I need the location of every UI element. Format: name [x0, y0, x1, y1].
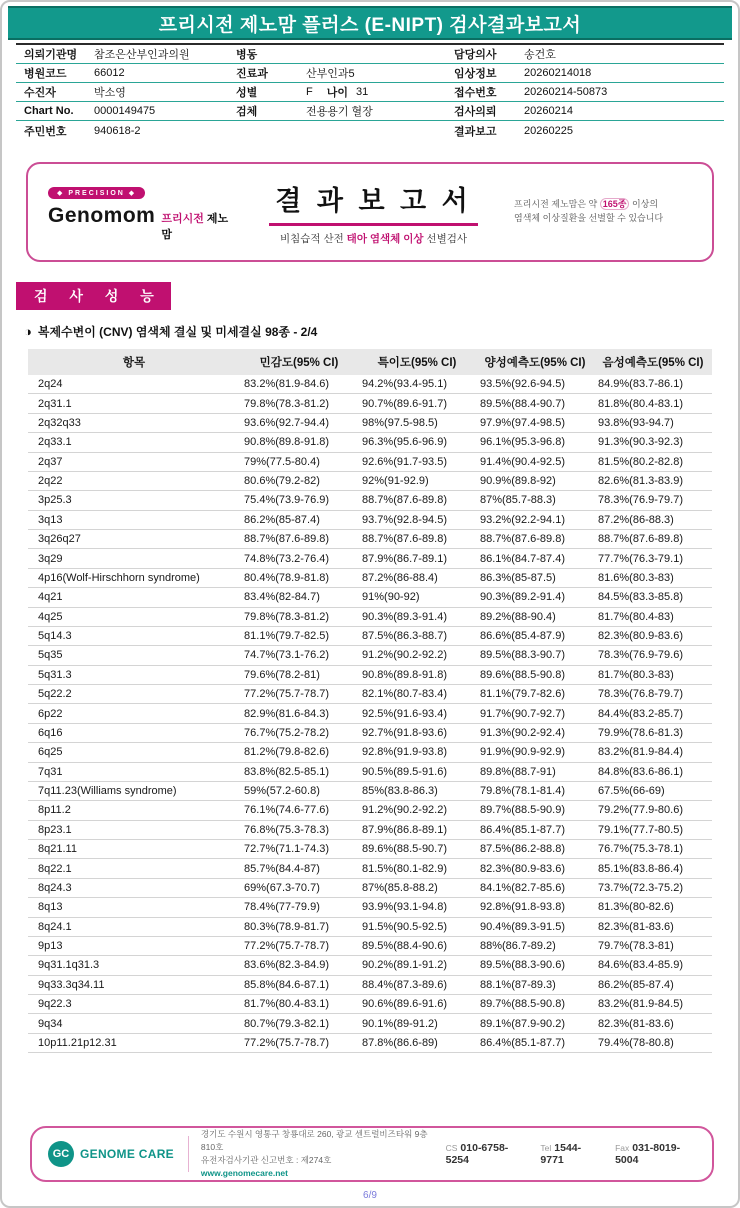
value-cell: 79%(77.5-80.4) — [240, 452, 358, 471]
section-badge: 검 사 성 능 — [16, 282, 171, 310]
value-cell: 93.5%(92.6-94.5) — [476, 375, 594, 394]
item-cell: 7q11.23(Williams syndrome) — [28, 781, 240, 800]
value-cell: 82.3%(81-83.6) — [594, 917, 712, 936]
report-header-box — [26, 162, 714, 262]
value-cell: 96.3%(95.6-96.9) — [358, 433, 476, 452]
table-row — [28, 936, 712, 955]
value-cell: 77.2%(75.7-78.7) — [240, 936, 358, 955]
value-cell: 82.3%(81-83.6) — [594, 1014, 712, 1033]
value-cell: 90.3%(89.3-91.4) — [358, 607, 476, 626]
value-cell: 87.2%(86-88.4) — [358, 568, 476, 587]
table-row — [28, 898, 712, 917]
value-cell: 74.7%(73.1-76.2) — [240, 646, 358, 665]
value-cell: 90.6%(89.6-91.6) — [358, 995, 476, 1014]
test-performance-section-header — [16, 282, 724, 310]
item-cell: 8p11.2 — [28, 801, 240, 820]
performance-table-body — [28, 375, 712, 1053]
value-cell: 81.6%(80.3-83) — [594, 568, 712, 587]
value-cell: 78.4%(77-79.9) — [240, 898, 358, 917]
item-cell: 2q31.1 — [28, 394, 240, 413]
field-specimen: 검체 전용용기 혈장 — [236, 106, 373, 118]
table-row — [28, 1014, 712, 1033]
value-cell: 77.7%(76.3-79.1) — [594, 549, 712, 568]
value-cell: 93.8%(93-94.7) — [594, 413, 712, 432]
value-cell: 79.9%(78.6-81.3) — [594, 723, 712, 742]
value-cell: 89.6%(88.5-90.8) — [476, 665, 594, 684]
value-cell: 82.3%(80.9-83.6) — [594, 626, 712, 645]
table-row — [28, 762, 712, 781]
value-cell: 92.5%(91.6-93.4) — [358, 704, 476, 723]
value-cell: 83.8%(82.5-85.1) — [240, 762, 358, 781]
info-row — [16, 83, 724, 102]
table-row — [28, 995, 712, 1014]
value-cell: 79.7%(78.3-81) — [594, 936, 712, 955]
value-cell: 73.7%(72.3-75.2) — [594, 878, 712, 897]
value-cell: 86.4%(85.1-87.7) — [476, 820, 594, 839]
value-cell: 74.8%(73.2-76.4) — [240, 549, 358, 568]
value-cell: 87.5%(86.3-88.7) — [358, 626, 476, 645]
table-row — [28, 956, 712, 975]
value-cell: 81.7%(80.3-83) — [594, 665, 712, 684]
field-chart-no: Chart No. 0000149475 — [24, 105, 156, 117]
value-cell: 89.2%(88-90.4) — [476, 607, 594, 626]
value-cell: 80.4%(78.9-81.8) — [240, 568, 358, 587]
value-cell: 85%(83.8-86.3) — [358, 781, 476, 800]
title-bar — [8, 6, 732, 40]
value-cell: 86.3%(85-87.5) — [476, 568, 594, 587]
value-cell: 82.9%(81.6-84.3) — [240, 704, 358, 723]
value-cell: 59%(57.2-60.8) — [240, 781, 358, 800]
value-cell: 82.3%(80.9-83.6) — [476, 859, 594, 878]
value-cell: 92.8%(91.9-93.8) — [358, 743, 476, 762]
value-cell: 76.7%(75.2-78.2) — [240, 723, 358, 742]
value-cell: 76.7%(75.3-78.1) — [594, 840, 712, 859]
item-cell: 3p25.3 — [28, 491, 240, 510]
value-cell: 79.2%(77.9-80.6) — [594, 801, 712, 820]
field-sex-age: 성별 F 나이 31 — [236, 86, 369, 99]
genomecare-logo — [48, 1141, 176, 1167]
table-row — [28, 685, 712, 704]
footer-address — [201, 1128, 434, 1181]
value-cell: 89.5%(88.4-90.7) — [476, 394, 594, 413]
value-cell: 90.1%(89-91.2) — [358, 1014, 476, 1033]
table-row — [28, 646, 712, 665]
value-cell: 88.7%(87.6-89.8) — [594, 530, 712, 549]
value-cell: 87%(85.8-88.2) — [358, 878, 476, 897]
value-cell: 86.2%(85-87.4) — [594, 975, 712, 994]
website-link: www.genomecare.net — [200, 1168, 288, 1179]
header-sensitivity: 민감도(95% CI) — [240, 349, 358, 375]
patient-info-section — [16, 43, 724, 140]
value-cell: 80.3%(78.9-81.7) — [240, 917, 358, 936]
value-cell: 69%(67.3-70.7) — [240, 878, 358, 897]
item-cell: 9q22.3 — [28, 995, 240, 1014]
item-cell: 6p22 — [28, 704, 240, 723]
value-cell: 88.7%(87.6-89.8) — [358, 530, 476, 549]
table-row — [28, 723, 712, 742]
item-cell: 2q37 — [28, 452, 240, 471]
value-cell: 76.8%(75.3-78.3) — [240, 820, 358, 839]
report-note: 프리시전 제노맘은 약 165종 이상의 염색체 이상질환을 선별할 수 있습니다 — [514, 199, 664, 223]
item-cell: 8p23.1 — [28, 820, 240, 839]
table-row — [28, 665, 712, 684]
value-cell: 79.8%(78.1-81.4) — [476, 781, 594, 800]
table-row — [28, 588, 712, 607]
table-row — [28, 394, 712, 413]
table-row — [28, 1033, 712, 1052]
footer-box — [30, 1126, 714, 1182]
value-cell: 93.2%(92.2-94.1) — [476, 510, 594, 529]
value-cell: 84.5%(83.3-85.8) — [594, 588, 712, 607]
value-cell: 79.1%(77.7-80.5) — [594, 820, 712, 839]
item-cell: 2q33.1 — [28, 433, 240, 452]
value-cell: 85.1%(83.8-86.4) — [594, 859, 712, 878]
footer-contacts — [446, 1142, 696, 1166]
field-result-report-date: 결과보고 20260225 — [454, 124, 573, 138]
header-item: 항목 — [28, 349, 240, 375]
item-cell: 3q26q27 — [28, 530, 240, 549]
field-clinical-info: 임상정보 20260214018 — [454, 67, 592, 80]
table-row — [28, 607, 712, 626]
item-cell: 4q21 — [28, 588, 240, 607]
half-circle-icon: ◑ — [24, 324, 32, 339]
table-row — [28, 917, 712, 936]
value-cell: 81.5%(80.2-82.8) — [594, 452, 712, 471]
genomom-logo — [48, 182, 233, 242]
field-institution: 의뢰기관명 참조은산부인과의원 — [24, 49, 190, 61]
item-cell: 8q24.3 — [28, 878, 240, 897]
item-cell: 6q16 — [28, 723, 240, 742]
value-cell: 72.7%(71.1-74.3) — [240, 840, 358, 859]
value-cell: 89.5%(88.3-90.6) — [476, 956, 594, 975]
value-cell: 89.7%(88.5-90.9) — [476, 801, 594, 820]
table-row — [28, 549, 712, 568]
item-cell: 9q34 — [28, 1014, 240, 1033]
field-resident-number: 주민번호 940618-2 — [24, 124, 141, 138]
item-cell: 5q31.3 — [28, 665, 240, 684]
brand-name-korean: 프리시전 제노맘 — [161, 213, 229, 241]
footer-divider — [188, 1136, 189, 1172]
value-cell: 89.6%(88.5-90.7) — [358, 840, 476, 859]
table-header-row — [28, 349, 712, 375]
value-cell: 77.2%(75.7-78.7) — [240, 685, 358, 704]
value-cell: 78.3%(76.8-79.7) — [594, 685, 712, 704]
table-row — [28, 510, 712, 529]
value-cell: 88.4%(87.3-89.6) — [358, 975, 476, 994]
value-cell: 91.4%(90.4-92.5) — [476, 452, 594, 471]
item-cell: 9q33.3q34.11 — [28, 975, 240, 994]
value-cell: 83.6%(82.3-84.9) — [240, 956, 358, 975]
field-patient-name: 수진자 박소영 — [24, 87, 126, 99]
item-cell: 4p16(Wolf-Hirschhorn syndrome) — [28, 568, 240, 587]
value-cell: 77.2%(75.7-78.7) — [240, 1033, 358, 1052]
value-cell: 86.4%(85.1-87.7) — [476, 1033, 594, 1052]
value-cell: 90.5%(89.5-91.6) — [358, 762, 476, 781]
value-cell: 87.9%(86.7-89.1) — [358, 549, 476, 568]
info-row — [16, 45, 724, 64]
precision-badge: ◆ PRECISION ◆ — [48, 187, 145, 199]
value-cell: 79.4%(78-80.8) — [594, 1033, 712, 1052]
field-ward: 병동 — [236, 49, 258, 61]
item-cell: 6q25 — [28, 743, 240, 762]
item-cell: 2q22 — [28, 471, 240, 490]
gc-logo-icon: GC — [48, 1141, 74, 1167]
report-title-block — [233, 179, 514, 246]
table-row — [28, 859, 712, 878]
value-cell: 81.1%(79.7-82.5) — [240, 626, 358, 645]
value-cell: 86.2%(85-87.4) — [240, 510, 358, 529]
value-cell: 79.6%(78.2-81) — [240, 665, 358, 684]
value-cell: 85.8%(84.6-87.1) — [240, 975, 358, 994]
address-line-2: 유전자검사기관 신고번호 : 제274호 — [200, 1155, 332, 1165]
value-cell: 90.4%(89.3-91.5) — [476, 917, 594, 936]
value-cell: 96.1%(95.3-96.8) — [476, 433, 594, 452]
value-cell: 90.8%(89.8-91.8) — [240, 433, 358, 452]
item-cell: 3q13 — [28, 510, 240, 529]
section-subtitle — [24, 323, 724, 340]
table-row — [28, 568, 712, 587]
value-cell: 81.1%(79.7-82.6) — [476, 685, 594, 704]
value-cell: 88.1%(87-89.3) — [476, 975, 594, 994]
value-cell: 92.6%(91.7-93.5) — [358, 452, 476, 471]
value-cell: 91.3%(90.3-92.3) — [594, 433, 712, 452]
value-cell: 89.8%(88.7-91) — [476, 762, 594, 781]
value-cell: 89.1%(87.9-90.2) — [476, 1014, 594, 1033]
value-cell: 81.7%(80.4-83) — [594, 607, 712, 626]
header-specificity: 특이도(95% CI) — [358, 349, 476, 375]
item-cell: 8q13 — [28, 898, 240, 917]
value-cell: 81.2%(79.8-82.6) — [240, 743, 358, 762]
value-cell: 84.1%(82.7-85.6) — [476, 878, 594, 897]
value-cell: 75.4%(73.9-76.9) — [240, 491, 358, 510]
table-row — [28, 975, 712, 994]
report-subtitle: 비침습적 산전 태아 염색체 이상 선별검사 — [279, 232, 468, 245]
value-cell: 91%(90-92) — [358, 588, 476, 607]
value-cell: 81.8%(80.4-83.1) — [594, 394, 712, 413]
value-cell: 93.9%(93.1-94.8) — [358, 898, 476, 917]
field-test-request-date: 검사의뢰 20260214 — [454, 105, 573, 118]
value-cell: 76.1%(74.6-77.6) — [240, 801, 358, 820]
value-cell: 91.3%(90.2-92.4) — [476, 723, 594, 742]
value-cell: 88%(86.7-89.2) — [476, 936, 594, 955]
item-cell: 5q35 — [28, 646, 240, 665]
item-cell: 2q32q33 — [28, 413, 240, 432]
value-cell: 89.5%(88.4-90.6) — [358, 936, 476, 955]
field-receipt-number: 접수번호 20260214-50873 — [454, 86, 608, 99]
note-highlight: 165종 — [600, 198, 630, 210]
table-row — [28, 626, 712, 645]
value-cell: 85.7%(84.4-87) — [240, 859, 358, 878]
value-cell: 82.1%(80.7-83.4) — [358, 685, 476, 704]
value-cell: 94.2%(93.4-95.1) — [358, 375, 476, 394]
page-number: 6/9 — [363, 1190, 377, 1201]
value-cell: 91.9%(90.9-92.9) — [476, 743, 594, 762]
item-cell: 5q14.3 — [28, 626, 240, 645]
table-row — [28, 413, 712, 432]
performance-table — [28, 349, 712, 1053]
value-cell: 79.8%(78.3-81.2) — [240, 394, 358, 413]
value-cell: 87.5%(86.2-88.8) — [476, 840, 594, 859]
item-cell: 10p11.21p12.31 — [28, 1033, 240, 1052]
value-cell: 92%(91-92.9) — [358, 471, 476, 490]
item-cell: 8q22.1 — [28, 859, 240, 878]
value-cell: 89.5%(88.3-90.7) — [476, 646, 594, 665]
table-row — [28, 781, 712, 800]
value-cell: 79.8%(78.3-81.2) — [240, 607, 358, 626]
value-cell: 84.6%(83.4-85.9) — [594, 956, 712, 975]
table-row — [28, 530, 712, 549]
item-cell: 5q22.2 — [28, 685, 240, 704]
contact-tel: Tel 1544-9771 — [540, 1142, 582, 1166]
value-cell: 93.6%(92.7-94.4) — [240, 413, 358, 432]
item-cell: 2q24 — [28, 375, 240, 394]
item-cell: 8q24.1 — [28, 917, 240, 936]
table-row — [28, 878, 712, 897]
genomecare-logo-text: GENOME CARE — [80, 1147, 174, 1161]
value-cell: 90.8%(89.8-91.8) — [358, 665, 476, 684]
value-cell: 87.8%(86.6-89) — [358, 1033, 476, 1052]
info-row — [16, 121, 724, 140]
value-cell: 78.3%(76.9-79.7) — [594, 491, 712, 510]
value-cell: 91.2%(90.2-92.2) — [358, 646, 476, 665]
contact-cs: CS 010-6758-5254 — [445, 1142, 509, 1166]
value-cell: 83.2%(81.9-84.5) — [594, 995, 712, 1014]
value-cell: 81.5%(80.1-82.9) — [358, 859, 476, 878]
value-cell: 82.6%(81.3-83.9) — [594, 471, 712, 490]
table-row — [28, 375, 712, 394]
value-cell: 91.7%(90.7-92.7) — [476, 704, 594, 723]
info-row — [16, 102, 724, 121]
value-cell: 86.6%(85.4-87.9) — [476, 626, 594, 645]
item-cell: 9p13 — [28, 936, 240, 955]
value-cell: 87%(85.7-88.3) — [476, 491, 594, 510]
value-cell: 91.5%(90.5-92.5) — [358, 917, 476, 936]
table-row — [28, 801, 712, 820]
field-hospital-code: 병원코드 66012 — [24, 67, 125, 80]
value-cell: 81.7%(80.4-83.1) — [240, 995, 358, 1014]
info-row — [16, 64, 724, 83]
value-cell: 93.7%(92.8-94.5) — [358, 510, 476, 529]
value-cell: 97.9%(97.4-98.5) — [476, 413, 594, 432]
table-row — [28, 433, 712, 452]
page-title: 프리시전 제노맘 플러스 (E-NIPT) 검사결과보고서 — [158, 14, 582, 36]
item-cell: 7q31 — [28, 762, 240, 781]
value-cell: 87.9%(86.8-89.1) — [358, 820, 476, 839]
value-cell: 90.3%(89.2-91.4) — [476, 588, 594, 607]
field-doctor: 담당의사 송건호 — [454, 49, 556, 61]
address-line-1: 경기도 수원시 영통구 창룡대로 260, 광교 센트럴비즈타워 9층 810호 — [200, 1128, 428, 1152]
value-cell: 88.7%(87.6-89.8) — [476, 530, 594, 549]
value-cell: 67.5%(66-69) — [594, 781, 712, 800]
value-cell: 92.7%(91.8-93.6) — [358, 723, 476, 742]
table-row — [28, 471, 712, 490]
value-cell: 80.7%(79.3-82.1) — [240, 1014, 358, 1033]
value-cell: 88.7%(87.6-89.8) — [240, 530, 358, 549]
header-npv: 음성예측도(95% CI) — [594, 349, 712, 375]
value-cell: 90.7%(89.6-91.7) — [358, 394, 476, 413]
table-row — [28, 704, 712, 723]
item-cell: 9q31.1q31.3 — [28, 956, 240, 975]
contact-fax: Fax 031-8019-5004 — [615, 1142, 681, 1166]
value-cell: 98%(97.5-98.5) — [358, 413, 476, 432]
item-cell: 4q25 — [28, 607, 240, 626]
table-row — [28, 820, 712, 839]
value-cell: 80.6%(79.2-82) — [240, 471, 358, 490]
value-cell: 89.7%(88.5-90.8) — [476, 995, 594, 1014]
value-cell: 83.2%(81.9-84.6) — [240, 375, 358, 394]
value-cell: 90.2%(89.1-91.2) — [358, 956, 476, 975]
value-cell: 84.9%(83.7-86.1) — [594, 375, 712, 394]
value-cell: 88.7%(87.6-89.8) — [358, 491, 476, 510]
table-row — [28, 491, 712, 510]
table-row — [28, 743, 712, 762]
value-cell: 87.2%(86-88.3) — [594, 510, 712, 529]
table-row — [28, 452, 712, 471]
value-cell: 84.8%(83.6-86.1) — [594, 762, 712, 781]
value-cell: 81.3%(80-82.6) — [594, 898, 712, 917]
item-cell: 3q29 — [28, 549, 240, 568]
value-cell: 83.4%(82-84.7) — [240, 588, 358, 607]
section-subtitle-text: 복제수변이 (CNV) 염색체 결실 및 미세결실 98종 - 2/4 — [37, 325, 318, 339]
item-cell: 8q21.11 — [28, 840, 240, 859]
value-cell: 78.3%(76.9-79.6) — [594, 646, 712, 665]
header-ppv: 양성예측도(95% CI) — [476, 349, 594, 375]
report-title: 결 과 보 고 서 — [269, 179, 477, 226]
brand-name: Genomom — [48, 204, 156, 227]
value-cell: 83.2%(81.9-84.4) — [594, 743, 712, 762]
table-row — [28, 840, 712, 859]
value-cell: 86.1%(84.7-87.4) — [476, 549, 594, 568]
value-cell: 91.2%(90.2-92.2) — [358, 801, 476, 820]
value-cell: 92.8%(91.8-93.8) — [476, 898, 594, 917]
value-cell: 90.9%(89.8-92) — [476, 471, 594, 490]
value-cell: 84.4%(83.2-85.7) — [594, 704, 712, 723]
field-department: 진료과 산부인과5 — [236, 68, 355, 80]
